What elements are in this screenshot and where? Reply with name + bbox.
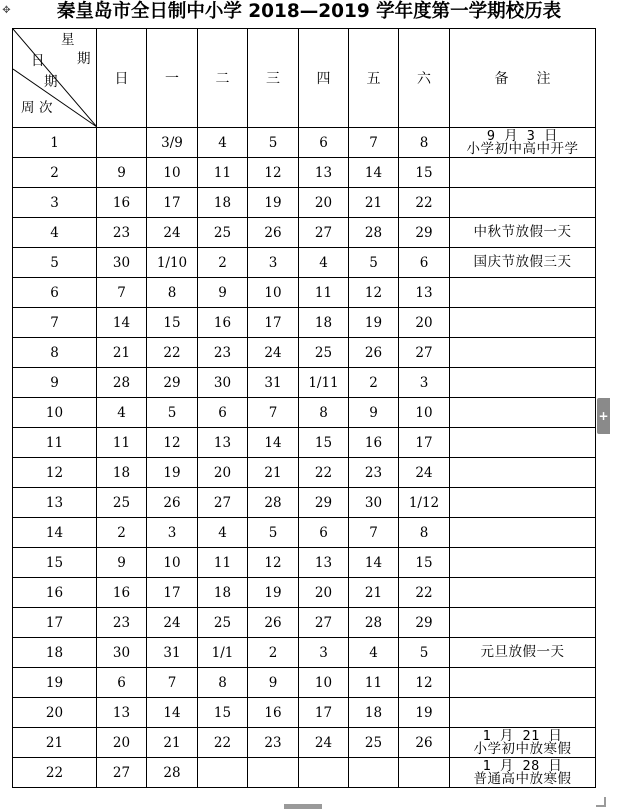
date-cell[interactable]: 23 [97,608,147,638]
header-row [13,29,596,128]
date-cell[interactable]: 25 [97,488,147,518]
date-cell[interactable]: 4 [198,518,248,548]
week-number-cell[interactable]: 11 [13,428,97,458]
date-cell[interactable] [248,758,299,788]
remarks-cell[interactable] [450,278,596,308]
date-cell[interactable]: 11 [198,158,248,188]
date-cell[interactable]: 28 [147,758,198,788]
date-cell[interactable]: 6 [299,128,349,158]
week-row [13,128,596,158]
week-row [13,248,596,278]
date-cell[interactable]: 16 [198,308,248,338]
date-cell[interactable]: 18 [198,188,248,218]
date-cell[interactable]: 28 [97,368,147,398]
day-header-sun: 日 [97,29,147,128]
remarks-cell[interactable] [450,308,596,338]
date-cell[interactable]: 5 [248,128,299,158]
date-cell[interactable]: 3 [399,368,450,398]
date-cell[interactable] [97,128,147,158]
date-cell[interactable]: 22 [399,578,450,608]
date-cell[interactable]: 28 [349,218,399,248]
week-number-cell[interactable]: 5 [13,248,97,278]
remark-line: 1 月 28 日 [482,757,563,774]
date-cell[interactable]: 17 [248,308,299,338]
date-cell[interactable]: 14 [147,698,198,728]
date-cell[interactable]: 8 [399,518,450,548]
week-number-cell[interactable]: 8 [13,338,97,368]
date-cell[interactable]: 13 [399,278,450,308]
date-cell[interactable] [299,758,349,788]
date-cell[interactable]: 23 [349,458,399,488]
date-cell[interactable]: 19 [147,458,198,488]
date-cell[interactable]: 8 [198,668,248,698]
date-cell[interactable]: 29 [399,608,450,638]
date-cell[interactable]: 1/12 [399,488,450,518]
date-cell[interactable]: 25 [198,608,248,638]
date-cell[interactable]: 16 [97,188,147,218]
day-header-mon: 一 [147,29,198,128]
date-cell[interactable]: 3 [248,248,299,278]
date-cell[interactable]: 10 [147,548,198,578]
remark-line: 普通高中放寒假 [473,770,572,787]
week-row [13,218,596,248]
header-label-qi-top: 期 [77,51,91,67]
date-cell[interactable]: 25 [198,218,248,248]
header-label-zhou: 周 [21,100,35,116]
date-cell[interactable]: 31 [147,638,198,668]
date-cell[interactable]: 1/10 [147,248,198,278]
date-cell[interactable]: 21 [248,458,299,488]
date-cell[interactable]: 20 [198,458,248,488]
date-cell[interactable]: 27 [97,758,147,788]
day-header-tue: 二 [198,29,248,128]
date-cell[interactable]: 13 [198,428,248,458]
date-cell[interactable]: 20 [399,308,450,338]
date-cell[interactable]: 29 [147,368,198,398]
week-number-cell[interactable]: 15 [13,548,97,578]
date-cell[interactable]: 31 [248,368,299,398]
week-number-cell[interactable]: 20 [13,698,97,728]
date-cell[interactable]: 20 [97,728,147,758]
date-cell[interactable]: 30 [97,638,147,668]
date-cell[interactable]: 24 [399,458,450,488]
date-cell[interactable]: 23 [198,338,248,368]
week-row [13,548,596,578]
week-number-cell[interactable]: 9 [13,368,97,398]
remarks-cell[interactable] [450,128,596,158]
day-header-thu: 四 [299,29,349,128]
date-cell[interactable]: 10 [299,668,349,698]
date-cell[interactable]: 3 [299,638,349,668]
date-cell[interactable]: 18 [299,308,349,338]
date-cell[interactable]: 27 [299,218,349,248]
week-row [13,698,596,728]
week-row [13,518,596,548]
date-cell[interactable]: 10 [248,278,299,308]
date-cell[interactable]: 26 [248,608,299,638]
date-cell[interactable]: 26 [248,218,299,248]
header-label-ri: 日 [31,53,45,69]
date-cell[interactable]: 18 [198,578,248,608]
week-row [13,728,596,758]
week-number-cell[interactable]: 1 [13,128,97,158]
week-number-cell[interactable]: 7 [13,308,97,338]
week-row [13,638,596,668]
date-cell[interactable]: 4 [349,638,399,668]
date-cell[interactable]: 22 [147,338,198,368]
week-row [13,188,596,218]
remarks-cell[interactable] [450,488,596,518]
date-cell[interactable]: 14 [349,548,399,578]
day-header-sat: 六 [399,29,450,128]
date-cell[interactable]: 1/1 [198,638,248,668]
date-cell[interactable]: 18 [349,698,399,728]
date-cell[interactable]: 14 [349,158,399,188]
date-cell[interactable]: 28 [349,608,399,638]
date-cell[interactable]: 23 [97,218,147,248]
remark-line: 小学初中放寒假 [473,740,572,757]
table-move-handle-icon[interactable]: ✥ [2,5,11,16]
school-calendar-table [12,28,596,788]
date-cell[interactable]: 7 [349,518,399,548]
week-row [13,458,596,488]
date-cell[interactable]: 24 [299,728,349,758]
date-cell[interactable] [198,758,248,788]
date-cell[interactable]: 6 [299,518,349,548]
header-label-ci: 次 [39,100,53,116]
date-cell[interactable]: 9 [248,668,299,698]
date-cell[interactable]: 13 [97,698,147,728]
day-header-fri: 五 [349,29,399,128]
date-cell[interactable]: 8 [299,398,349,428]
date-cell[interactable]: 21 [147,728,198,758]
remarks-cell[interactable] [450,518,596,548]
date-cell[interactable]: 16 [97,578,147,608]
date-cell[interactable]: 7 [248,398,299,428]
date-cell[interactable]: 20 [299,578,349,608]
week-row [13,608,596,638]
week-number-cell[interactable]: 14 [13,518,97,548]
date-cell[interactable]: 14 [97,308,147,338]
date-cell[interactable]: 12 [349,278,399,308]
week-number-cell[interactable]: 2 [13,158,97,188]
date-cell[interactable]: 16 [248,698,299,728]
date-cell[interactable]: 12 [147,428,198,458]
row-resize-marker[interactable] [284,804,322,809]
date-cell[interactable]: 9 [97,548,147,578]
date-cell[interactable]: 25 [349,728,399,758]
date-cell[interactable]: 24 [147,218,198,248]
remarks-cell[interactable] [450,548,596,578]
remark-line: 元旦放假一天 [480,644,565,660]
date-cell[interactable]: 21 [349,188,399,218]
date-cell[interactable]: 15 [198,698,248,728]
remarks-cell[interactable] [450,578,596,608]
date-cell[interactable]: 11 [198,548,248,578]
date-cell[interactable]: 22 [299,458,349,488]
remarks-cell[interactable] [450,608,596,638]
date-cell[interactable]: 29 [299,488,349,518]
date-cell[interactable]: 29 [399,218,450,248]
date-cell[interactable]: 17 [299,698,349,728]
week-row [13,308,596,338]
date-cell[interactable]: 22 [399,188,450,218]
week-row [13,338,596,368]
date-cell[interactable]: 21 [349,578,399,608]
date-cell[interactable]: 3 [147,518,198,548]
date-cell[interactable]: 15 [399,158,450,188]
date-cell[interactable]: 11 [97,428,147,458]
date-cell[interactable]: 26 [147,488,198,518]
date-cell[interactable]: 26 [349,338,399,368]
week-row [13,398,596,428]
date-cell[interactable]: 17 [399,428,450,458]
header-label-xing: 星 [61,32,75,48]
remarks-cell[interactable] [450,188,596,218]
date-cell[interactable]: 7 [147,668,198,698]
date-cell[interactable]: 7 [349,128,399,158]
date-cell[interactable]: 30 [198,368,248,398]
date-cell[interactable]: 5 [349,248,399,278]
week-row [13,158,596,188]
date-cell[interactable]: 30 [349,488,399,518]
date-cell[interactable]: 17 [147,188,198,218]
week-number-cell[interactable]: 17 [13,608,97,638]
date-cell[interactable]: 15 [147,308,198,338]
date-cell[interactable]: 22 [198,728,248,758]
date-cell[interactable] [349,758,399,788]
remark-line: 1 月 21 日 [482,727,563,744]
remarks-cell[interactable] [450,398,596,428]
week-number-cell[interactable]: 16 [13,578,97,608]
date-cell[interactable]: 19 [248,188,299,218]
date-cell[interactable]: 20 [299,188,349,218]
add-column-button[interactable]: + [597,398,610,434]
week-row [13,578,596,608]
remarks-cell[interactable] [450,368,596,398]
remarks-cell[interactable] [450,668,596,698]
date-cell[interactable]: 5 [399,638,450,668]
week-number-cell[interactable]: 4 [13,218,97,248]
week-number-cell[interactable]: 18 [13,638,97,668]
date-cell[interactable]: 12 [248,158,299,188]
date-cell[interactable]: 17 [147,578,198,608]
date-cell[interactable]: 26 [399,728,450,758]
date-cell[interactable]: 9 [97,158,147,188]
date-cell[interactable]: 19 [399,698,450,728]
remark-line: 中秋节放假一天 [473,224,572,240]
week-number-cell[interactable]: 21 [13,728,97,758]
date-cell[interactable]: 18 [97,458,147,488]
week-number-cell[interactable]: 22 [13,758,97,788]
remarks-cell[interactable] [450,428,596,458]
week-row [13,488,596,518]
date-cell[interactable]: 24 [248,338,299,368]
date-cell[interactable]: 6 [97,668,147,698]
date-cell[interactable]: 30 [97,248,147,278]
week-number-cell[interactable]: 6 [13,278,97,308]
remarks-header: 备 注 [450,29,596,128]
date-cell[interactable]: 11 [299,278,349,308]
diagonal-header-cell[interactable] [13,29,97,128]
date-cell[interactable]: 27 [399,338,450,368]
date-cell[interactable]: 11 [349,668,399,698]
remark-line: 国庆节放假三天 [473,254,572,270]
date-cell[interactable]: 15 [299,428,349,458]
date-cell[interactable]: 9 [349,398,399,428]
date-cell[interactable]: 4 [97,398,147,428]
date-cell[interactable]: 14 [248,428,299,458]
date-cell[interactable]: 6 [399,248,450,278]
remarks-cell[interactable] [450,638,596,668]
week-number-cell[interactable]: 10 [13,398,97,428]
date-cell[interactable]: 3/9 [147,128,198,158]
date-cell[interactable]: 2 [198,248,248,278]
date-cell[interactable]: 15 [399,548,450,578]
remarks-cell[interactable] [450,698,596,728]
date-cell[interactable]: 5 [147,398,198,428]
date-cell[interactable]: 7 [97,278,147,308]
week-row [13,758,596,788]
date-cell[interactable]: 27 [299,608,349,638]
date-cell[interactable]: 4 [198,128,248,158]
date-cell[interactable]: 9 [198,278,248,308]
date-cell[interactable]: 19 [349,308,399,338]
date-cell[interactable]: 4 [299,248,349,278]
date-cell[interactable]: 8 [147,278,198,308]
week-row [13,278,596,308]
date-cell[interactable]: 2 [97,518,147,548]
week-number-cell[interactable]: 19 [13,668,97,698]
day-header-wed: 三 [248,29,299,128]
date-cell[interactable]: 24 [147,608,198,638]
table-resize-handle-icon[interactable] [596,797,606,807]
week-row [13,368,596,398]
date-cell[interactable]: 19 [248,578,299,608]
remarks-cell[interactable] [450,218,596,248]
week-row [13,428,596,458]
header-label-qi-mid: 期 [44,74,58,90]
date-cell[interactable]: 10 [147,158,198,188]
date-cell[interactable]: 10 [399,398,450,428]
date-cell[interactable] [399,758,450,788]
date-cell[interactable]: 13 [299,158,349,188]
date-cell[interactable]: 13 [299,548,349,578]
week-number-cell[interactable]: 3 [13,188,97,218]
date-cell[interactable]: 12 [248,548,299,578]
remarks-cell[interactable] [450,728,596,758]
remarks-cell[interactable] [450,158,596,188]
week-number-cell[interactable]: 12 [13,458,97,488]
date-cell[interactable]: 27 [198,488,248,518]
date-cell[interactable]: 2 [349,368,399,398]
date-cell[interactable]: 25 [299,338,349,368]
date-cell[interactable]: 12 [399,668,450,698]
date-cell[interactable]: 6 [198,398,248,428]
remarks-cell[interactable] [450,758,596,788]
date-cell[interactable]: 16 [349,428,399,458]
remarks-cell[interactable] [450,458,596,488]
date-cell[interactable]: 1/11 [299,368,349,398]
date-cell[interactable]: 23 [248,728,299,758]
remarks-cell[interactable] [450,338,596,368]
page-title: 秦皇岛市全日制中小学 2018—2019 学年度第一学期校历表 [56,1,562,22]
date-cell[interactable]: 5 [248,518,299,548]
date-cell[interactable]: 2 [248,638,299,668]
week-row [13,668,596,698]
remark-line: 小学初中高中开学 [466,140,579,157]
week-number-cell[interactable]: 13 [13,488,97,518]
date-cell[interactable]: 8 [399,128,450,158]
remark-line: 9 月 3 日 [486,127,559,144]
date-cell[interactable]: 28 [248,488,299,518]
date-cell[interactable]: 21 [97,338,147,368]
remarks-cell[interactable] [450,248,596,278]
